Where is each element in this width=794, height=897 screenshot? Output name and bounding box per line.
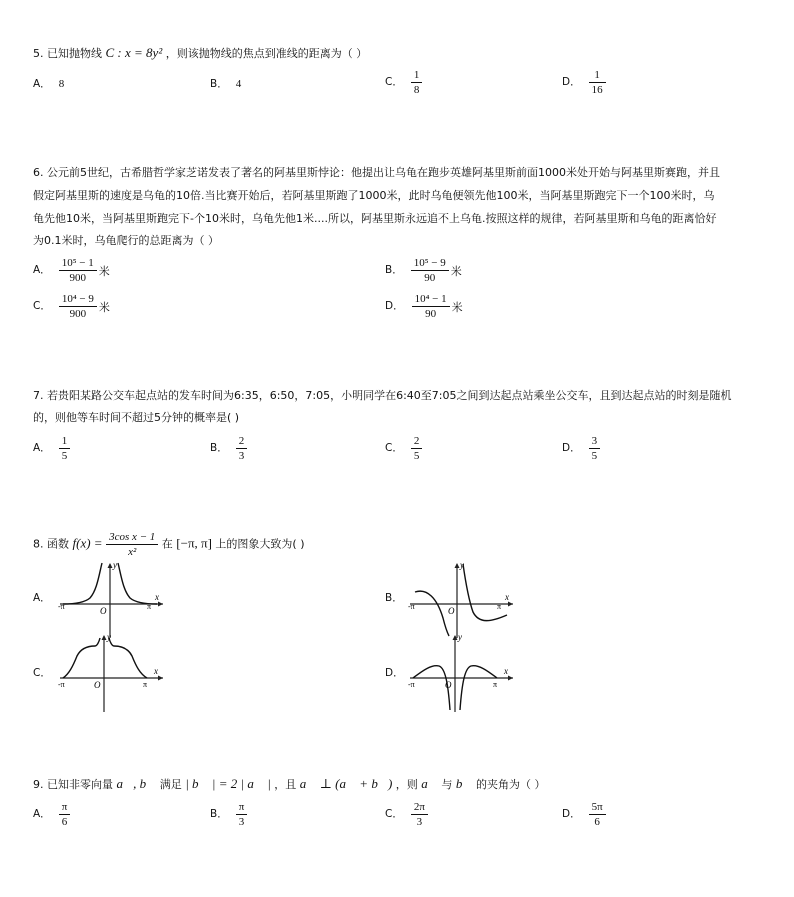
option-letter: D． xyxy=(562,808,581,821)
denominator: 5 xyxy=(61,450,68,462)
option-letter: C． xyxy=(385,442,403,455)
numerator: 1 xyxy=(589,68,606,83)
x-arrow-icon xyxy=(158,676,163,681)
option-letter: A． xyxy=(33,264,51,277)
option-b[interactable] xyxy=(210,76,241,91)
condition-magnitude: | b⃗ | = 2 | a⃗ | xyxy=(185,776,271,791)
fraction xyxy=(59,434,71,463)
neg-pi-label: -π xyxy=(408,680,415,689)
numerator: 2 xyxy=(411,434,423,449)
fraction xyxy=(59,292,97,321)
fraction xyxy=(411,68,423,97)
stem-text: 公元前5世纪，古希腊哲学家芝诺发表了著名的阿基里斯悖论：他提出让乌龟在跑步英雄阿基里斯前面1000米处开始与阿基里斯赛跑，并且 xyxy=(47,166,720,179)
numerator: 10⁴ − 1 xyxy=(412,292,450,307)
pi-label: π xyxy=(493,680,498,689)
option-letter: A． xyxy=(33,592,51,604)
question-number: 9. xyxy=(33,778,44,791)
stem-text: 的，则他等车时间不超过5分钟的概率是( ) xyxy=(33,411,240,424)
option-letter: C． xyxy=(385,808,403,821)
denominator: 3 xyxy=(416,816,423,828)
y-arrow-icon xyxy=(455,563,460,568)
neg-pi-label: -π xyxy=(58,680,65,689)
option-value: 8 xyxy=(58,78,65,90)
origin-label: O xyxy=(448,606,455,616)
stem-text: 龟先他10米，当阿基里斯跑完下-个10米时，乌龟先他1米....所以，阿基里斯永远追不上乌龟.按照这样的规律，若阿基里斯和乌龟的距离恰好 xyxy=(33,212,717,225)
y-label: y xyxy=(458,632,462,642)
unit: 米 xyxy=(450,264,462,278)
condition-perpendicular: a⃗ ⊥ (a⃗ + b⃗) xyxy=(299,776,393,791)
fraction xyxy=(411,256,449,285)
option-letter: B． xyxy=(385,592,403,604)
option-letter: D． xyxy=(562,76,581,89)
stem-text: 与 xyxy=(441,778,453,791)
numerator: 3 xyxy=(589,434,601,449)
unit: 米 xyxy=(98,300,110,314)
stem-text: 已知抛物线 xyxy=(47,47,102,60)
option-b[interactable] xyxy=(210,434,247,463)
x-label: x xyxy=(504,666,508,676)
stem-text: 函数 xyxy=(47,537,69,551)
option-letter: A． xyxy=(33,442,51,455)
option-letter: D． xyxy=(562,442,581,455)
fraction xyxy=(589,434,601,463)
function-name: f(x) = xyxy=(72,535,103,551)
x-arrow-icon xyxy=(508,602,513,607)
option-b[interactable] xyxy=(385,256,462,285)
fraction xyxy=(411,434,423,463)
stem-text: 为0.1米时，乌龟爬行的总距离为（ ） xyxy=(33,234,219,247)
fraction xyxy=(589,800,606,829)
denominator: 6 xyxy=(61,816,68,828)
stem-text: ，且 xyxy=(274,778,297,791)
stem-text: 在 xyxy=(161,537,173,551)
denominator: 5 xyxy=(413,450,420,462)
x-arrow-icon xyxy=(158,602,163,607)
fraction xyxy=(589,68,606,97)
option-letter: D． xyxy=(385,667,404,679)
curve-right xyxy=(118,563,157,604)
option-d[interactable] xyxy=(562,434,600,463)
numerator: π xyxy=(59,800,71,815)
question-6-line-2 xyxy=(33,187,714,203)
option-value: 4 xyxy=(235,78,242,90)
x-label: x xyxy=(505,592,509,602)
stem-text: 已知非零向量 xyxy=(47,778,113,791)
option-c[interactable] xyxy=(385,68,422,97)
origin-label: O xyxy=(100,606,107,616)
pi-label: π xyxy=(147,602,152,611)
curve-left xyxy=(415,591,449,636)
question-7-line-1 xyxy=(33,387,732,403)
option-c[interactable] xyxy=(385,434,422,463)
fraction xyxy=(412,292,450,321)
denominator: 3 xyxy=(238,450,245,462)
option-letter: C． xyxy=(33,300,51,313)
numerator: π xyxy=(236,800,248,815)
y-arrow-icon xyxy=(102,635,107,640)
denominator: 6 xyxy=(594,816,600,828)
pi-label: π xyxy=(497,602,502,611)
graph-c[interactable] xyxy=(55,632,170,714)
curve-right xyxy=(463,564,507,621)
option-letter: A． xyxy=(33,808,51,821)
question-6-line-3 xyxy=(33,210,716,226)
question-number: 7. xyxy=(33,389,44,402)
curve-right xyxy=(109,638,147,678)
option-letter: B． xyxy=(210,442,228,455)
function-fraction xyxy=(106,530,158,559)
y-label: y xyxy=(107,632,111,642)
option-a[interactable] xyxy=(33,434,70,463)
curve-right xyxy=(460,666,497,710)
numerator: 10⁵ − 9 xyxy=(411,256,449,271)
stem-text: 满足 xyxy=(159,778,182,791)
stem-text: 假定阿基里斯的速度是乌龟的10倍.当比赛开始后，若阿基里斯跑了1000米，此时乌龟便领先他100米，当阿基里斯跑完下一个100米时，乌 xyxy=(33,189,715,202)
option-d[interactable] xyxy=(562,800,606,829)
origin-label: O xyxy=(445,680,452,690)
denominator: 90 xyxy=(424,272,436,284)
option-letter: C． xyxy=(33,667,51,679)
denominator: 16 xyxy=(591,84,603,96)
x-label: x xyxy=(155,592,159,602)
neg-pi-label: -π xyxy=(408,602,415,611)
unit: 米 xyxy=(451,300,463,314)
y-arrow-icon xyxy=(453,635,458,640)
origin-label: O xyxy=(94,680,101,690)
x-arrow-icon xyxy=(508,676,513,681)
stem-text: 的夹角为（ ） xyxy=(476,778,546,791)
option-letter: A． xyxy=(33,78,51,90)
question-number: 6. xyxy=(33,166,44,179)
numerator: 5π xyxy=(589,800,606,815)
question-8-stem xyxy=(33,530,305,559)
pi-label: π xyxy=(143,680,148,689)
y-label: y xyxy=(460,560,464,570)
question-number: 5. xyxy=(33,47,44,60)
numerator: 1 xyxy=(59,434,71,449)
graph-b[interactable] xyxy=(405,560,520,640)
fraction xyxy=(59,800,71,829)
numerator: 2 xyxy=(236,434,248,449)
denominator: 8 xyxy=(413,84,420,96)
numerator: 10⁵ − 1 xyxy=(59,256,97,271)
denominator: x² xyxy=(128,546,137,558)
question-6-line-4 xyxy=(33,232,219,248)
denominator: 900 xyxy=(69,308,87,320)
vector-a: a⃗ xyxy=(421,776,438,791)
neg-pi-label: -π xyxy=(58,602,65,611)
option-letter: B． xyxy=(210,78,228,90)
question-9-stem xyxy=(33,776,546,792)
fraction xyxy=(236,434,248,463)
fraction xyxy=(59,256,97,285)
question-5-stem xyxy=(33,45,367,61)
interval: [−π, π] xyxy=(176,535,212,551)
stem-text: 上的图象大致为( ) xyxy=(215,537,305,551)
question-7-line-2 xyxy=(33,409,239,425)
vector-symbols: a⃗, b⃗ xyxy=(116,776,157,791)
numerator: 2π xyxy=(411,800,428,815)
curve-left xyxy=(63,563,102,604)
numerator: 3cos x − 1 xyxy=(106,530,158,545)
graph-d[interactable] xyxy=(405,632,520,714)
question-6-line-1 xyxy=(33,164,720,180)
numerator: 1 xyxy=(411,68,423,83)
denominator: 900 xyxy=(69,272,86,284)
x-label: x xyxy=(154,666,158,676)
option-c[interactable] xyxy=(33,292,110,321)
parabola-equation: C : x = 8y² xyxy=(105,45,163,60)
question-number: 8. xyxy=(33,537,44,551)
option-letter: D． xyxy=(385,300,404,313)
option-d[interactable] xyxy=(562,68,606,97)
option-a[interactable] xyxy=(33,800,70,829)
fraction xyxy=(411,800,428,829)
option-letter: B． xyxy=(385,264,403,277)
y-label: y xyxy=(113,560,117,570)
denominator: 5 xyxy=(591,450,598,462)
numerator: 10⁴ − 9 xyxy=(59,292,97,307)
denominator: 3 xyxy=(238,816,245,828)
option-d[interactable] xyxy=(385,292,463,321)
stem-text: ，则该抛物线的焦点到准线的距离为（ ） xyxy=(165,47,368,60)
option-a[interactable] xyxy=(33,256,110,285)
y-arrow-icon xyxy=(108,563,113,568)
curve-left xyxy=(63,638,100,678)
denominator: 90 xyxy=(425,308,437,320)
unit: 米 xyxy=(98,264,110,278)
vector-b: b⃗ xyxy=(455,776,473,791)
stem-text: 若贵阳某路公交车起点站的发车时间为6:35，6:50，7:05，小明同学在6:40至7:05之间到达起点站乘坐公交车，且到达起点站的时刻是随机 xyxy=(47,389,732,402)
graph-a[interactable] xyxy=(55,560,170,640)
option-a[interactable] xyxy=(33,76,64,91)
option-letter: C． xyxy=(385,76,403,89)
fraction xyxy=(236,800,248,829)
option-b[interactable] xyxy=(210,800,247,829)
option-c[interactable] xyxy=(385,800,428,829)
option-letter: B． xyxy=(210,808,228,821)
stem-text: ，则 xyxy=(395,778,418,791)
